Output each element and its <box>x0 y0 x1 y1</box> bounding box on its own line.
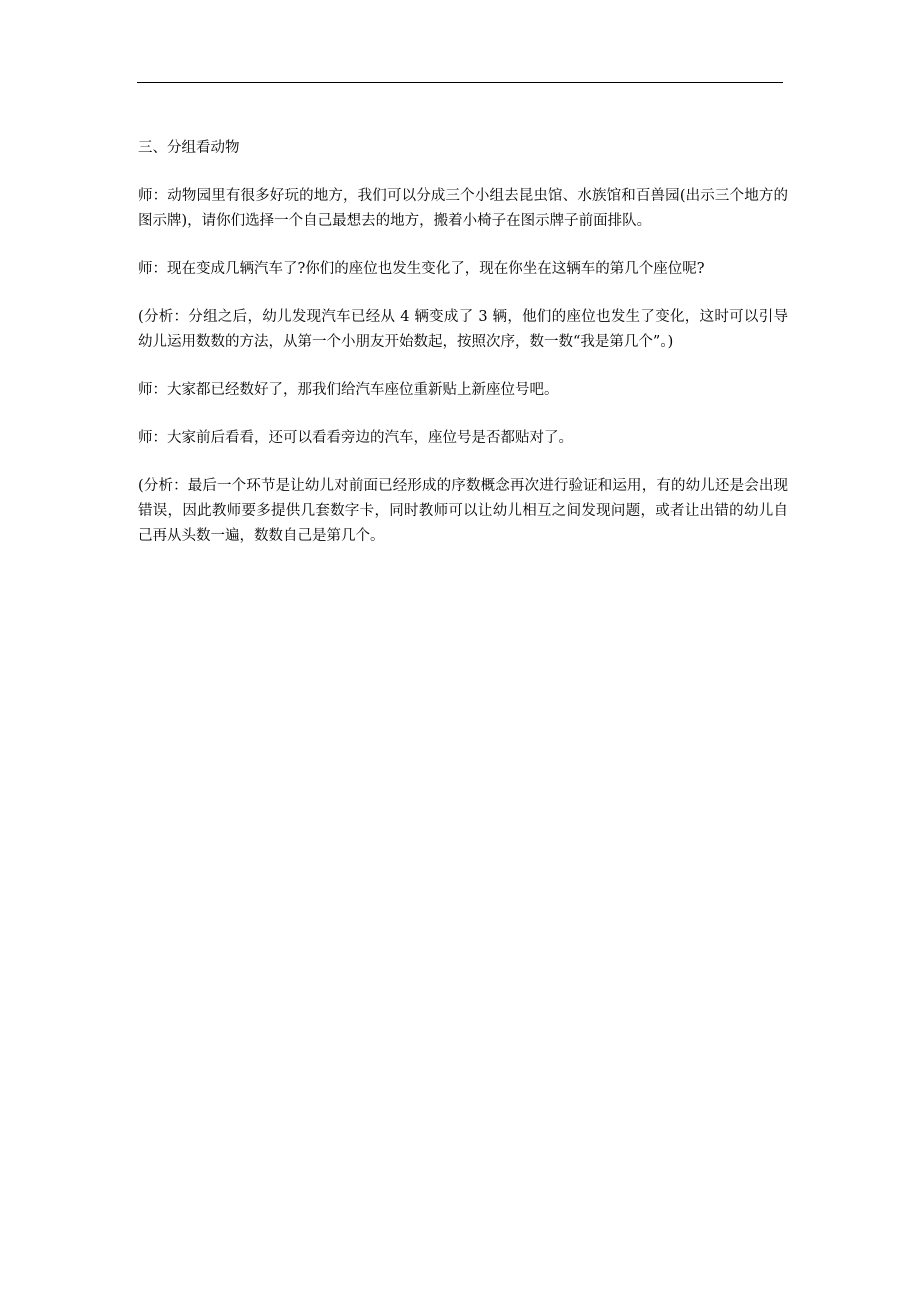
paragraph-teacher-groups: 师：动物园里有很多好玩的地方，我们可以分成三个小组去昆虫馆、水族馆和百兽园(出示三个地方的图示牌)，请你们选择一个自己最想去的地方，搬着小椅子在图示牌子前面排队。 <box>138 188 788 229</box>
paragraph-teacher-cars: 师：现在变成几辆汽车了?你们的座位也发生变化了，现在你坐在这辆车的第几个座位呢? <box>138 261 705 277</box>
paragraph-analysis-final: (分析：最后一个环节是让幼儿对前面已经形成的序数概念再次进行验证和运用，有的幼儿还是会出现错误，因此教师要多提供几套数字卡，同时教师可以让幼儿相互之间发现问题，或者让出错的幼儿自己再从头数一遍，数数自己是第几个。 <box>138 478 788 544</box>
paragraph-analysis-grouping: (分析：分组之后，幼儿发现汽车已经从 4 辆变成了 3 辆，他们的座位也发生了变化，这时可以引导幼儿运用数数的方法，从第一个小朋友开始数起，按照次序，数一数“我是第几个”。) <box>138 309 788 350</box>
document-body <box>138 136 788 572</box>
paragraph-teacher-check: 师：大家前后看看，还可以看看旁边的汽车，座位号是否都贴对了。 <box>138 430 573 446</box>
header-rule <box>137 82 783 83</box>
paragraph-teacher-seat-numbers: 师：大家都已经数好了，那我们给汽车座位重新贴上新座位号吧。 <box>138 382 559 398</box>
section-heading: 三、分组看动物 <box>138 140 240 156</box>
